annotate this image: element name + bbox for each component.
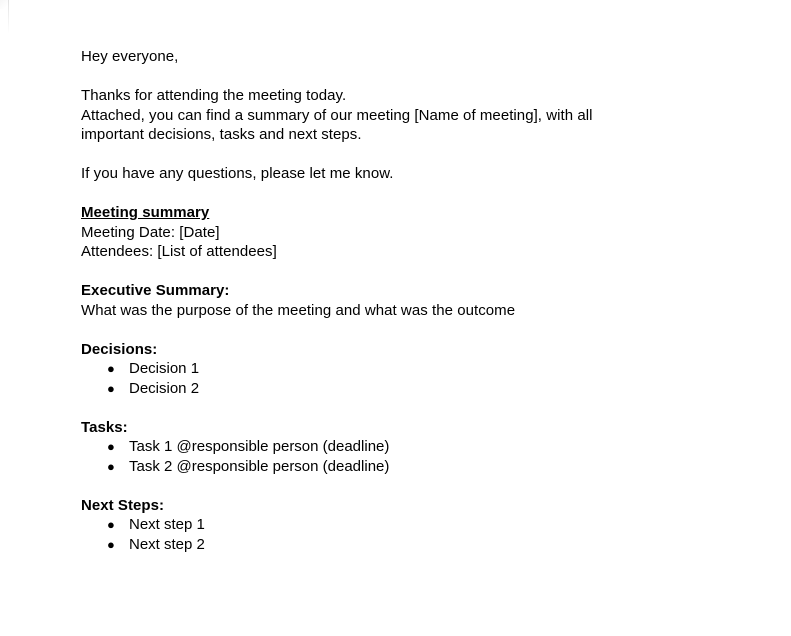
spacer-after-intro <box>81 145 651 165</box>
questions-line: If you have any questions, please let me know. <box>81 165 394 182</box>
attendees-line: Attendees: [List of attendees] <box>81 243 277 260</box>
bullet-icon: ● <box>107 380 115 396</box>
page-edge-line-artifact <box>8 0 9 34</box>
bullet-icon: ● <box>107 536 115 552</box>
list-item <box>81 515 651 535</box>
list-item-label: Next step 1 <box>129 516 205 533</box>
list-item-label: Decision 2 <box>129 379 200 397</box>
list-item <box>81 535 651 555</box>
spacer-after-questions <box>81 184 651 204</box>
bullet-icon: ● <box>107 517 115 532</box>
list-item-label: Task 2 @responsible person (deadline) <box>129 457 390 475</box>
spacer-before-decisions <box>81 320 651 340</box>
email-body <box>81 47 651 554</box>
bullet-icon: ● <box>107 439 115 454</box>
list-item <box>81 437 651 457</box>
spacer-before-tasks <box>81 398 651 418</box>
list-item-label: Task 1 @responsible person (deadline) <box>129 438 390 455</box>
list-item <box>81 359 651 379</box>
greeting-line: Hey everyone, <box>81 48 179 65</box>
list-item <box>81 379 651 399</box>
list-item-label: Next step 2 <box>129 535 205 553</box>
meeting-summary-heading: Meeting summary <box>81 204 210 221</box>
spacer-before-executive-summary <box>81 262 651 282</box>
page-edge-corner-artifact <box>0 0 9 9</box>
executive-summary-body: What was the purpose of the meeting and what was the outcome <box>81 301 516 319</box>
list-item <box>81 457 651 477</box>
next-steps-heading: Next Steps: <box>81 496 165 514</box>
decisions-list <box>81 359 651 398</box>
bullet-icon: ● <box>107 361 115 376</box>
meeting-date-line: Meeting Date: [Date] <box>81 223 220 241</box>
executive-summary-heading: Executive Summary: <box>81 282 230 299</box>
tasks-list <box>81 437 651 476</box>
decisions-heading: Decisions: <box>81 340 158 358</box>
next-steps-list <box>81 515 651 554</box>
bullet-icon: ● <box>107 458 115 474</box>
spacer-before-next-steps <box>81 476 651 496</box>
spacer-after-greeting <box>81 67 651 87</box>
intro-line-2: Attached, you can find a summary of our meeting [Name of meeting], with all important decisions, tasks and next steps. <box>81 106 597 143</box>
tasks-heading: Tasks: <box>81 418 128 436</box>
intro-line-1: Thanks for attending the meeting today. <box>81 87 347 104</box>
list-item-label: Decision 1 <box>129 360 200 377</box>
